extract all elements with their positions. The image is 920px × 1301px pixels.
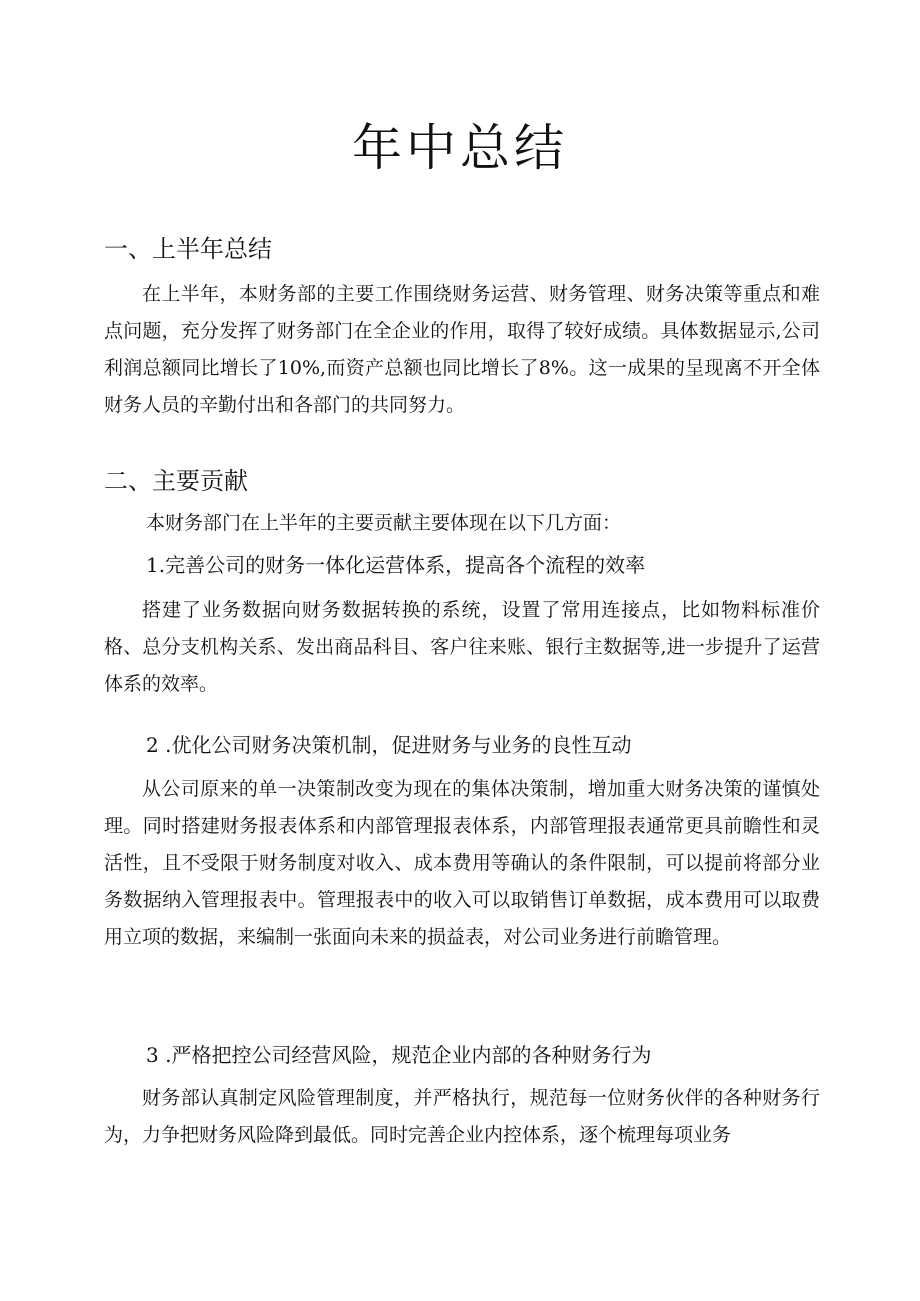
section-heading-summary: 一、上半年总结 bbox=[104, 235, 272, 263]
contributions-intro: 本财务部门在上半年的主要贡献主要体现在以下几方面： bbox=[146, 512, 622, 534]
contribution-item-1-paragraph: 搭建了业务数据向财务数据转换的系统，设置了常用连接点，比如物料标准价格、总分支机构关系、发出商品科目、客户往来账、银行主数据等,进一步提升了运营体系的效率。 bbox=[104, 599, 820, 695]
contribution-item-3-paragraph: 财务部认真制定风险管理制度，并严格执行，规范每一位财务伙伴的各种财务行为，力争把财务风险降到最低。同时完善企业内控体系，逐个梳理每项业务 bbox=[104, 1087, 820, 1146]
contribution-item-3-heading: 3 .严格把控公司经营风险，规范企业内部的各种财务行为 bbox=[146, 1043, 652, 1067]
contribution-item-2-paragraph: 从公司原来的单一决策制改变为现在的集体决策制，增加重大财务决策的谨慎处理。同时搭建财务报表体系和内部管理报表体系，内部管理报表通常更具前瞻性和灵活性，且不受限于财务制度对收入、成本费用等确认的条件限制，可以提前将部分业务数据纳入管理报表中。管理报表中的收入可以取销售订单数据，成本费用可以取费用立项的数据，来编制一张面向未来的损益表，对公司业务进行前瞻管理。 bbox=[104, 778, 820, 948]
document-title: 年中总结 bbox=[352, 119, 568, 177]
contribution-item-1-heading: 1.完善公司的财务一体化运营体系，提高各个流程的效率 bbox=[146, 553, 646, 577]
contribution-item-2-heading: 2 .优化公司财务决策机制，促进财务与业务的良性互动 bbox=[146, 733, 632, 757]
summary-paragraph: 在上半年，本财务部的主要工作围绕财务运营、财务管理、财务决策等重点和难点问题，充分发挥了财务部门在全企业的作用，取得了较好成绩。具体数据显示,公司利润总额同比增长了10%,而资产总额也同比增长了8%。这一成果的呈现离不开全体财务人员的辛勤付出和各部门的共同努力。 bbox=[104, 283, 820, 416]
section-heading-contributions: 二、主要贡献 bbox=[104, 467, 248, 495]
